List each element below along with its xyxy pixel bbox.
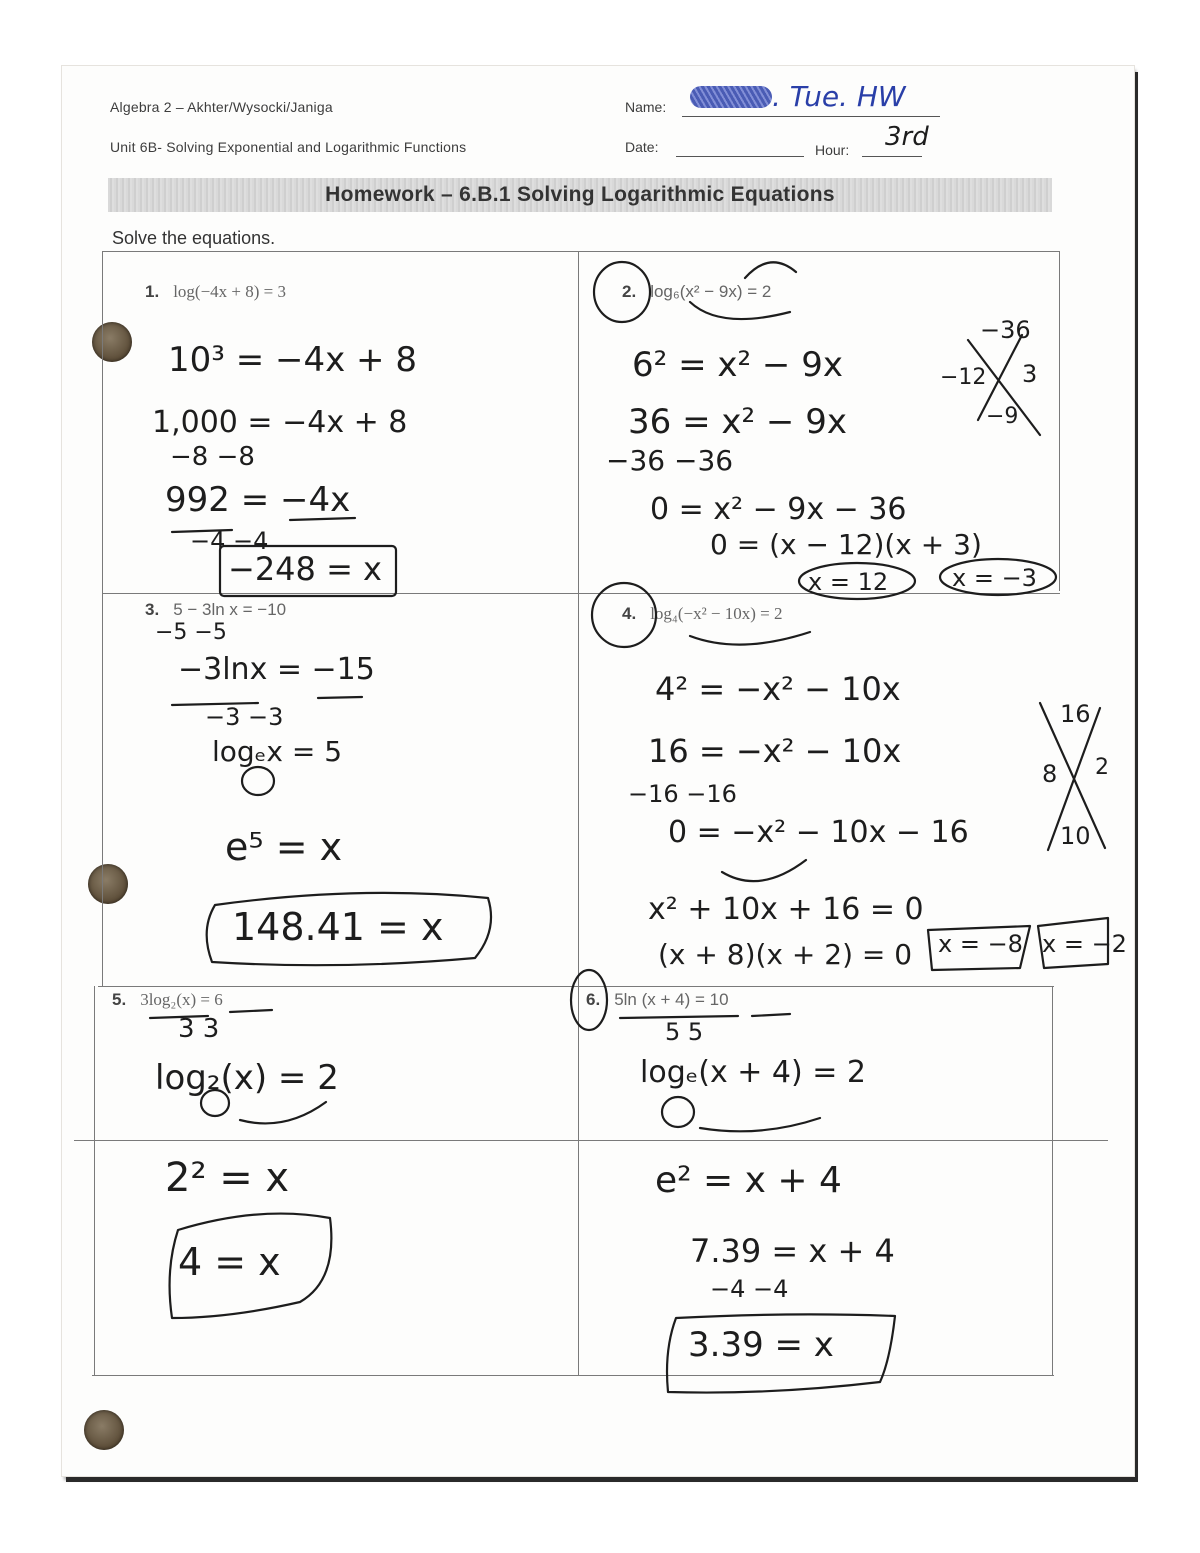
p3-work-1: −5 −5 bbox=[155, 620, 227, 645]
p1-work-1: 10³ = −4x + 8 bbox=[168, 340, 417, 380]
p2-number-circle bbox=[594, 262, 650, 322]
date-label: Date: bbox=[625, 139, 659, 155]
p3-e-circle bbox=[242, 767, 274, 795]
p4-arrow-2 bbox=[722, 860, 806, 881]
p2-work-2: 36 = x² − 9x bbox=[628, 402, 847, 442]
p3-fraction-bar bbox=[172, 697, 362, 705]
p6-fraction-bar bbox=[620, 1014, 790, 1018]
p2-work-5: 0 = (x − 12)(x + 3) bbox=[710, 528, 982, 561]
p4-work-1: 4² = −x² − 10x bbox=[655, 670, 901, 708]
p6-e-circle bbox=[662, 1097, 694, 1127]
problem-4-number: 4. bbox=[622, 604, 637, 623]
p5-answer: 4 = x bbox=[178, 1240, 281, 1284]
p4-factor-left: 8 bbox=[1042, 760, 1058, 788]
p4-work-2: 16 = −x² − 10x bbox=[648, 732, 902, 770]
p2-factor-right: 3 bbox=[1022, 360, 1038, 388]
p4-factor-right: 2 bbox=[1095, 755, 1109, 780]
p2-factor-top: −36 bbox=[980, 316, 1031, 344]
p5-answer-box bbox=[170, 1214, 332, 1318]
p2-work-4: 0 = x² − 9x − 36 bbox=[650, 492, 907, 527]
p5-work-2: log₂(x) = 2 bbox=[155, 1058, 339, 1098]
p2-work-1: 6² = x² − 9x bbox=[632, 345, 843, 385]
p1-work-5: −4 −4 bbox=[190, 527, 269, 555]
problem-2-equation: log₆(x² − 9x) = 2 bbox=[650, 282, 772, 301]
p2-answer-circle-1 bbox=[799, 563, 915, 599]
p2-answer-1: x = 12 bbox=[808, 568, 889, 596]
problem-6-number: 6. bbox=[586, 990, 601, 1009]
p4-number-circle bbox=[592, 583, 656, 647]
p1-answer-box bbox=[220, 546, 396, 596]
p6-arrow bbox=[700, 1118, 820, 1131]
p5-arrow bbox=[240, 1102, 326, 1123]
p4-answer-2: x = −2 bbox=[1042, 930, 1127, 958]
problem-2-number: 2. bbox=[622, 282, 637, 301]
problem-3-equation: 5 − 3ln x = −10 bbox=[173, 600, 287, 619]
p3-answer-box bbox=[207, 893, 491, 965]
p2-work-3: −36 −36 bbox=[606, 444, 734, 477]
p4-factor-bottom: 10 bbox=[1060, 822, 1091, 850]
p4-arrow bbox=[690, 632, 810, 645]
p5-work-1: 3 3 bbox=[178, 1014, 220, 1044]
p6-work-2: logₑ(x + 4) = 2 bbox=[640, 1055, 866, 1090]
page-title: Homework – 6.B.1 Solving Logarithmic Equations bbox=[325, 183, 835, 206]
p6-work-1: 5 5 bbox=[665, 1018, 704, 1046]
p4-answer-box-2 bbox=[1038, 918, 1108, 968]
p2-answer-circle-2 bbox=[940, 559, 1056, 595]
p3-answer: 148.41 = x bbox=[232, 905, 444, 949]
problem-5-equation: 3log₂(x) = 6 bbox=[140, 990, 223, 1009]
p2-factor-left: −12 bbox=[940, 365, 987, 390]
p6-work-5: −4 −4 bbox=[710, 1275, 789, 1303]
p1-fraction-bar bbox=[172, 518, 355, 532]
problem-4-equation: log₄(−x² − 10x) = 2 bbox=[650, 604, 783, 623]
p4-factor-top: 16 bbox=[1060, 700, 1091, 728]
problem-3-number: 3. bbox=[145, 600, 160, 619]
p4-work-5: x² + 10x + 16 = 0 bbox=[648, 892, 924, 927]
p3-work-4: logₑx = 5 bbox=[212, 735, 343, 768]
instructions: Solve the equations. bbox=[112, 228, 276, 248]
p6-work-3: e² = x + 4 bbox=[655, 1160, 842, 1201]
p1-work-2: 1,000 = −4x + 8 bbox=[152, 405, 408, 440]
p3-work-5: e⁵ = x bbox=[225, 825, 343, 869]
p4-work-3: −16 −16 bbox=[628, 780, 737, 808]
p5-base-circle bbox=[201, 1090, 229, 1116]
p2-answer-2: x = −3 bbox=[952, 564, 1037, 592]
unit-title: Unit 6B- Solving Exponential and Logarithmic Functions bbox=[110, 139, 467, 155]
p3-work-3: −3 −3 bbox=[205, 703, 284, 731]
name-value: . Tue. HW bbox=[772, 80, 906, 113]
problem-1-number: 1. bbox=[145, 282, 160, 301]
p2-x-cross bbox=[968, 335, 1040, 435]
name-label: Name: bbox=[625, 99, 667, 115]
course-title: Algebra 2 – Akhter/Wysocki/Janiga bbox=[110, 99, 333, 115]
p5-work-3: 2² = x bbox=[165, 1155, 290, 1201]
p1-work-3: −8 −8 bbox=[170, 442, 255, 472]
p1-work-4: 992 = −4x bbox=[165, 480, 351, 520]
p6-answer-box bbox=[667, 1314, 895, 1392]
p6-work-4: 7.39 = x + 4 bbox=[690, 1232, 895, 1270]
p4-answer-box-1 bbox=[928, 926, 1030, 970]
p4-answer-1: x = −8 bbox=[938, 930, 1023, 958]
hour-value: 3rd bbox=[885, 122, 929, 152]
p4-work-4: 0 = −x² − 10x − 16 bbox=[668, 815, 969, 850]
p6-answer: 3.39 = x bbox=[688, 1325, 834, 1365]
problem-5-number: 5. bbox=[112, 990, 127, 1009]
p5-fraction-bar bbox=[150, 1010, 272, 1018]
hour-label: Hour: bbox=[815, 142, 850, 158]
problem-6-equation: 5ln (x + 4) = 10 bbox=[614, 990, 729, 1009]
p2-factor-bottom: −9 bbox=[986, 404, 1019, 429]
p2-arrow bbox=[690, 262, 796, 319]
p1-answer: −248 = x bbox=[228, 550, 382, 588]
problem-1-equation: log(−4x + 8) = 3 bbox=[173, 282, 286, 301]
p4-x-cross bbox=[1040, 703, 1105, 850]
p4-work-6: (x + 8)(x + 2) = 0 bbox=[658, 938, 913, 971]
p6-number-circle bbox=[571, 970, 607, 1030]
p3-work-2: −3lnx = −15 bbox=[178, 652, 375, 687]
